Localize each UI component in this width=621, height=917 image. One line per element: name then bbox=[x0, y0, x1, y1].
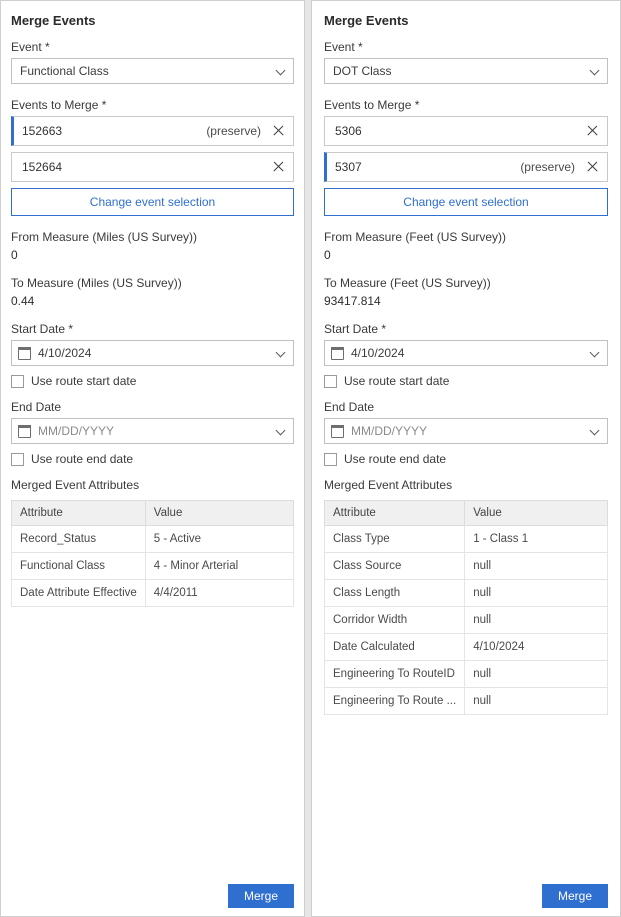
close-icon[interactable] bbox=[585, 124, 599, 138]
merge-events-panel-left bbox=[0, 0, 305, 917]
event-select[interactable] bbox=[324, 58, 608, 84]
table-header-attribute: Attribute bbox=[325, 501, 465, 526]
start-date-label: Start Date * bbox=[11, 322, 74, 336]
merged-event-attributes-title: Merged Event Attributes bbox=[324, 478, 453, 492]
chevron-down-icon bbox=[277, 426, 287, 436]
events-to-merge-label: Events to Merge * bbox=[324, 98, 420, 112]
calendar-icon bbox=[18, 347, 31, 360]
table-header-row bbox=[325, 501, 608, 526]
close-icon[interactable] bbox=[271, 124, 285, 138]
use-route-end-date-label: Use route end date bbox=[31, 452, 134, 466]
attribute-name: Class Source bbox=[325, 553, 465, 580]
use-route-end-date-label: Use route end date bbox=[344, 452, 447, 466]
table-row bbox=[325, 580, 608, 607]
attribute-name: Corridor Width bbox=[325, 607, 465, 634]
end-date-label: End Date bbox=[324, 400, 375, 414]
event-label: Event * bbox=[324, 40, 363, 54]
start-date-value: 4/10/2024 bbox=[38, 346, 92, 360]
attribute-value: null bbox=[465, 607, 608, 634]
attribute-name: Engineering To RouteID bbox=[325, 661, 465, 688]
event-select[interactable] bbox=[11, 58, 294, 84]
attribute-value: 4 - Minor Arterial bbox=[145, 553, 293, 580]
event-id: 5306 bbox=[335, 124, 362, 138]
merge-events-panel-right bbox=[311, 0, 621, 917]
close-icon[interactable] bbox=[585, 160, 599, 174]
attribute-name: Functional Class bbox=[12, 553, 146, 580]
use-route-start-date-row[interactable] bbox=[11, 374, 294, 388]
calendar-icon bbox=[331, 425, 344, 438]
table-row bbox=[325, 688, 608, 715]
preserve-badge: (preserve) bbox=[520, 160, 575, 174]
chevron-down-icon bbox=[591, 66, 601, 76]
merge-button[interactable]: Merge bbox=[228, 884, 294, 908]
list-item[interactable] bbox=[324, 152, 608, 182]
attribute-name: Date Calculated bbox=[325, 634, 465, 661]
end-date-value: MM/DD/YYYY bbox=[351, 424, 428, 438]
use-route-start-date-checkbox[interactable] bbox=[324, 375, 337, 388]
from-measure-value: 0 bbox=[324, 248, 331, 262]
merged-attributes-table bbox=[324, 500, 608, 715]
page-title: Merge Events bbox=[324, 13, 409, 28]
to-measure-value: 0.44 bbox=[11, 294, 35, 308]
end-date-input[interactable] bbox=[324, 418, 608, 444]
table-header-row bbox=[12, 501, 294, 526]
list-item[interactable] bbox=[11, 116, 294, 146]
attribute-value: null bbox=[465, 580, 608, 607]
page-title: Merge Events bbox=[11, 13, 96, 28]
attribute-name: Engineering To Route ... bbox=[325, 688, 465, 715]
table-row bbox=[12, 553, 294, 580]
chevron-down-icon bbox=[591, 426, 601, 436]
start-date-label: Start Date * bbox=[324, 322, 387, 336]
attribute-value: null bbox=[465, 553, 608, 580]
event-select-value: DOT Class bbox=[333, 64, 392, 78]
preserve-badge: (preserve) bbox=[206, 124, 261, 138]
to-measure-value: 93417.814 bbox=[324, 294, 381, 308]
event-id: 152664 bbox=[22, 160, 63, 174]
table-row bbox=[325, 553, 608, 580]
use-route-end-date-checkbox[interactable] bbox=[324, 453, 337, 466]
attribute-value: 5 - Active bbox=[145, 526, 293, 553]
table-header-attribute: Attribute bbox=[12, 501, 146, 526]
event-id: 152663 bbox=[22, 124, 63, 138]
event-label: Event * bbox=[11, 40, 50, 54]
chevron-down-icon bbox=[277, 348, 287, 358]
attribute-value: 4/10/2024 bbox=[465, 634, 608, 661]
calendar-icon bbox=[331, 347, 344, 360]
attribute-value: null bbox=[465, 688, 608, 715]
table-row bbox=[12, 526, 294, 553]
start-date-value: 4/10/2024 bbox=[351, 346, 405, 360]
use-route-start-date-checkbox[interactable] bbox=[11, 375, 24, 388]
from-measure-label: From Measure (Miles (US Survey)) bbox=[11, 230, 198, 244]
close-icon[interactable] bbox=[271, 160, 285, 174]
to-measure-label: To Measure (Feet (US Survey)) bbox=[324, 276, 491, 290]
calendar-icon bbox=[18, 425, 31, 438]
use-route-start-date-row[interactable] bbox=[324, 374, 608, 388]
use-route-end-date-checkbox[interactable] bbox=[11, 453, 24, 466]
attribute-name: Date Attribute Effective bbox=[12, 580, 146, 607]
use-route-start-date-label: Use route start date bbox=[344, 374, 450, 388]
to-measure-label: To Measure (Miles (US Survey)) bbox=[11, 276, 182, 290]
table-header-value: Value bbox=[465, 501, 608, 526]
end-date-value: MM/DD/YYYY bbox=[38, 424, 115, 438]
chevron-down-icon bbox=[591, 348, 601, 358]
change-event-selection-button[interactable]: Change event selection bbox=[11, 188, 294, 216]
table-row bbox=[325, 661, 608, 688]
event-select-value: Functional Class bbox=[20, 64, 109, 78]
list-item[interactable] bbox=[11, 152, 294, 182]
chevron-down-icon bbox=[277, 66, 287, 76]
attribute-value: null bbox=[465, 661, 608, 688]
attribute-value: 1 - Class 1 bbox=[465, 526, 608, 553]
table-row bbox=[325, 526, 608, 553]
attribute-name: Class Type bbox=[325, 526, 465, 553]
events-to-merge-label: Events to Merge * bbox=[11, 98, 107, 112]
table-header-value: Value bbox=[145, 501, 293, 526]
from-measure-value: 0 bbox=[11, 248, 18, 262]
list-item[interactable] bbox=[324, 116, 608, 146]
table-row bbox=[12, 580, 294, 607]
table-row bbox=[325, 634, 608, 661]
merged-attributes-table bbox=[11, 500, 294, 607]
event-id: 5307 bbox=[335, 160, 362, 174]
start-date-input[interactable] bbox=[11, 340, 294, 366]
merge-button[interactable]: Merge bbox=[542, 884, 608, 908]
attribute-value: 4/4/2011 bbox=[145, 580, 293, 607]
use-route-end-date-row[interactable] bbox=[324, 452, 608, 466]
merged-event-attributes-title: Merged Event Attributes bbox=[11, 478, 140, 492]
use-route-end-date-row[interactable] bbox=[11, 452, 294, 466]
table-row bbox=[325, 607, 608, 634]
start-date-input[interactable] bbox=[324, 340, 608, 366]
change-event-selection-button[interactable]: Change event selection bbox=[324, 188, 608, 216]
attribute-name: Class Length bbox=[325, 580, 465, 607]
from-measure-label: From Measure (Feet (US Survey)) bbox=[324, 230, 507, 244]
end-date-label: End Date bbox=[11, 400, 62, 414]
end-date-input[interactable] bbox=[11, 418, 294, 444]
attribute-name: Record_Status bbox=[12, 526, 146, 553]
use-route-start-date-label: Use route start date bbox=[31, 374, 137, 388]
